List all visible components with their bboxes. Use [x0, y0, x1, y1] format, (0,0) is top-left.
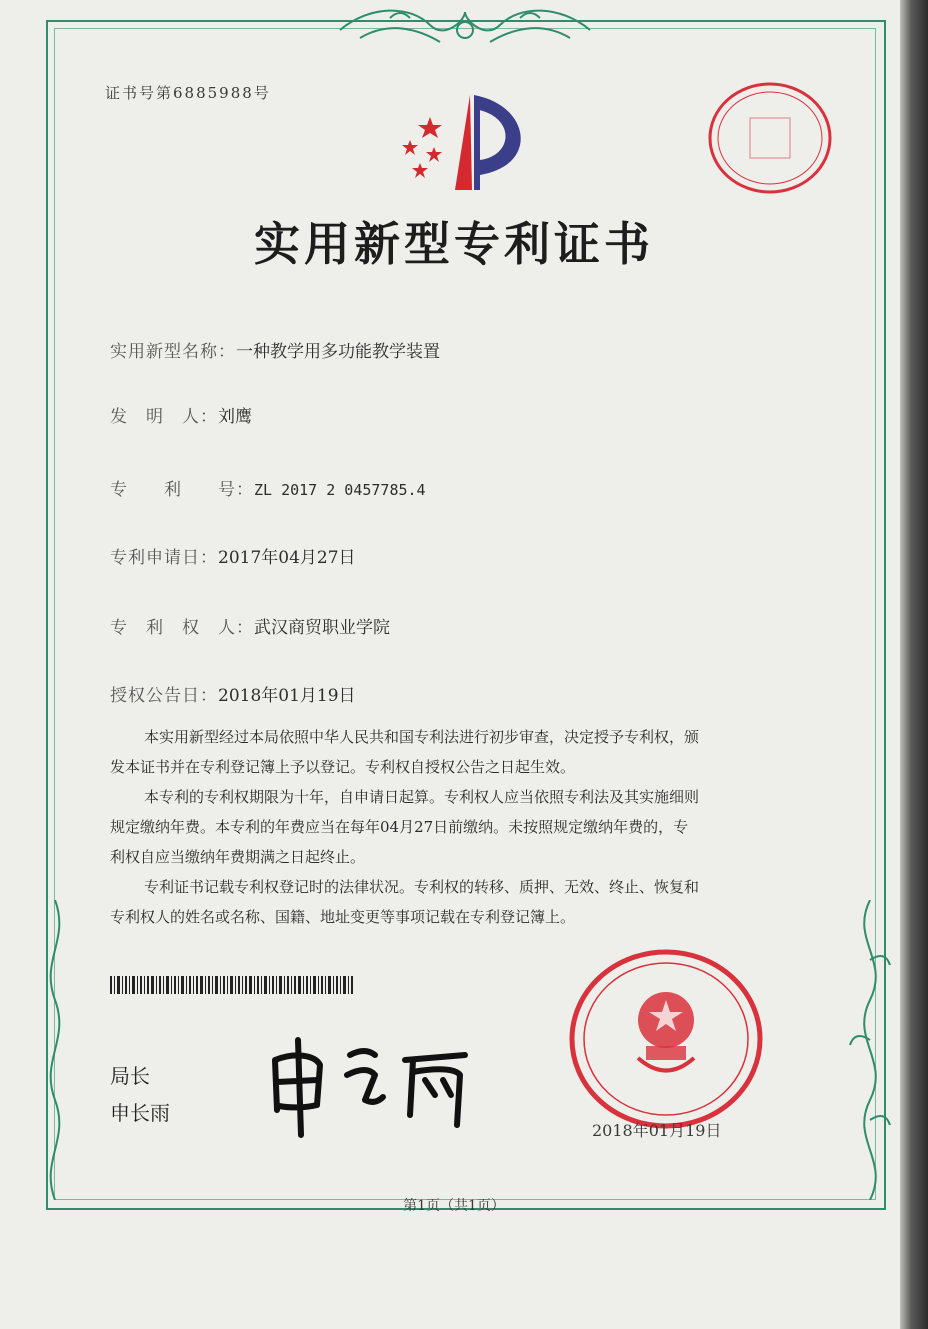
patent-office-logo [400, 85, 540, 195]
field-label: 专利申请日： [110, 548, 218, 568]
director-title: 局长 [110, 1064, 150, 1088]
field-value: 一种教学用多功能教学装置 [236, 342, 440, 362]
director-signature [265, 1030, 480, 1140]
field-value: 武汉商贸职业学院 [254, 618, 390, 638]
body-line-7: 专利权人的姓名或名称、国籍、地址变更等事项记载在专利登记簿上。 [110, 908, 576, 926]
field-value: 2018年01月19日 [218, 686, 356, 706]
field-patentee [110, 613, 390, 638]
certificate-title: 实用新型专利证书 [254, 217, 654, 271]
field-value: 2017年04月27日 [218, 548, 356, 568]
body-line-4: 规定缴纳年费。本专利的年费应当在每年04月27日前缴纳。未按照规定缴纳年费的，专 [110, 818, 689, 836]
tax-stamp-seal [705, 78, 835, 198]
top-ornament-icon [330, 0, 600, 55]
page-edge-shadow [900, 0, 928, 1329]
field-label: 授权公告日： [110, 686, 218, 706]
barcode [110, 976, 355, 994]
body-line-2: 发本证书并在专利登记簿上予以登记。专利权自授权公告之日起生效。 [110, 758, 576, 776]
field-value: ZL 2017 2 0457785.4 [254, 481, 426, 499]
body-line-6: 专利证书记载专利权登记时的法律状况。专利权的转移、质押、无效、终止、恢复和 [144, 878, 700, 896]
field-label: 专 利 号： [110, 480, 254, 500]
field-label: 实用新型名称： [110, 342, 236, 362]
official-seal [568, 948, 764, 1130]
field-grant-date [110, 681, 356, 706]
page-number: 第1页（共1页） [403, 1198, 505, 1214]
body-line-5: 利权自应当缴纳年费期满之日起终止。 [110, 848, 366, 866]
field-label: 发 明 人： [110, 407, 218, 427]
vine-ornament-icon [840, 900, 900, 1200]
vine-ornament-left-icon [30, 900, 80, 1200]
field-application-date [110, 543, 356, 568]
field-value: 刘鹰 [218, 407, 252, 427]
field-inventor [110, 402, 252, 427]
field-label: 专 利 权 人： [110, 618, 254, 638]
director-name: 申长雨 [110, 1101, 170, 1125]
body-line-1: 本实用新型经过本局依照中华人民共和国专利法进行初步审查，决定授予专利权，颁 [144, 728, 700, 746]
certificate-number: 证书号第6885988号 [105, 84, 271, 102]
field-utility-name [110, 337, 440, 362]
field-patent-number [110, 475, 426, 500]
seal-date: 2018年01月19日 [592, 1121, 722, 1140]
body-line-3: 本专利的专利权期限为十年，自申请日起算。专利权人应当依照专利法及其实施细则 [144, 788, 700, 806]
